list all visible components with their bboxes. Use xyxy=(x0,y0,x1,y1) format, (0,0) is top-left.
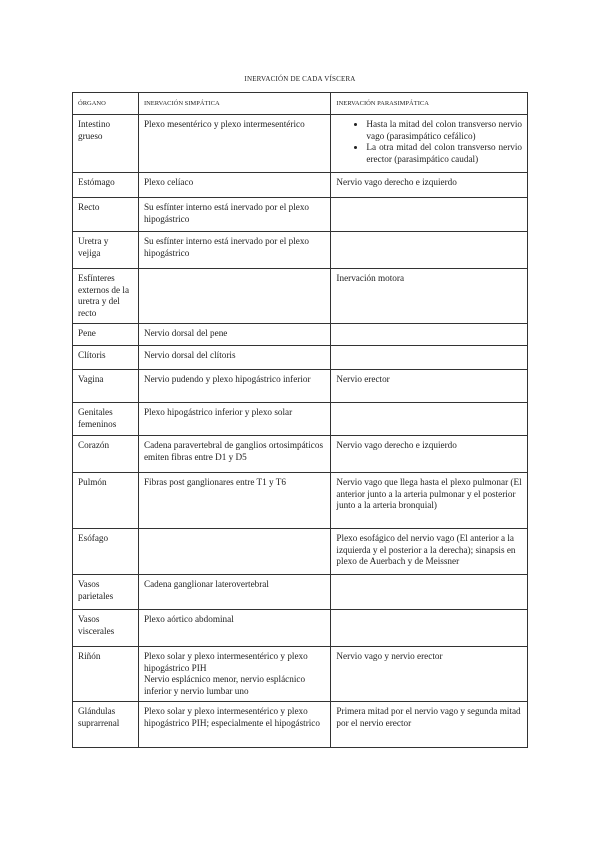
sympathetic-cell: Cadena paravertebral de ganglios ortosimpáticos emiten fibras entre D1 y D5 xyxy=(138,436,330,473)
organ-cell: Clítoris xyxy=(73,346,139,370)
sympathetic-cell: Su esfínter interno está inervado por el plexo hipogástrico xyxy=(138,198,330,232)
organ-cell: Glándulas suprarrenal xyxy=(73,702,139,748)
parasympathetic-cell: Primera mitad por el nervio vago y segunda mitad por el nervio erector xyxy=(331,702,528,748)
organ-cell: Recto xyxy=(73,198,139,232)
sympathetic-cell: Nervio dorsal del clítoris xyxy=(138,346,330,370)
page-title: INERVACIÓN DE CADA VÍSCERA xyxy=(244,75,356,83)
table-row xyxy=(73,370,528,403)
sympathetic-cell: Plexo aórtico abdominal xyxy=(138,610,330,647)
table-row xyxy=(73,115,528,173)
table-row xyxy=(73,346,528,370)
sympathetic-cell: Plexo hipogástrico inferior y plexo solar xyxy=(138,403,330,436)
parasympathetic-cell xyxy=(331,324,528,346)
parasympathetic-cell xyxy=(331,575,528,610)
table-row xyxy=(73,529,528,575)
parasympathetic-cell xyxy=(331,403,528,436)
organ-cell: Esfínteres externos de la uretra y del recto xyxy=(73,269,139,324)
organ-cell: Vagina xyxy=(73,370,139,403)
organ-cell: Intestino grueso xyxy=(73,115,139,173)
organ-cell: Riñón xyxy=(73,647,139,702)
parasympathetic-cell: Plexo esofágico del nervio vago (El anterior a la izquierda y el posterior a la derecha); sinapsis en plexo de Auerbach y de Meissner xyxy=(331,529,528,575)
parasympathetic-cell: Nervio vago derecho e izquierdo xyxy=(331,436,528,473)
header-organ: ÓRGANO xyxy=(73,93,139,115)
sympathetic-cell xyxy=(138,269,330,324)
parasympathetic-cell: Nervio vago derecho e izquierdo xyxy=(331,173,528,198)
sympathetic-cell: Plexo mesentérico y plexo intermesentérico xyxy=(138,115,330,173)
sympathetic-cell: Su esfínter interno está inervado por el plexo hipogástrico xyxy=(138,232,330,269)
sympathetic-cell: Fibras post ganglionares entre T1 y T6 xyxy=(138,473,330,529)
sympathetic-line: Plexo solar y plexo intermesentérico y plexo hipogástrico PIH xyxy=(143,651,308,673)
sympathetic-cell: Nervio dorsal del pene xyxy=(138,324,330,346)
organ-cell: Uretra y vejiga xyxy=(73,232,139,269)
sympathetic-cell: Cadena ganglionar laterovertebral xyxy=(138,575,330,610)
header-sympathetic: INERVACIÓN SIMPÁTICA xyxy=(138,93,330,115)
table-row xyxy=(73,436,528,473)
parasympathetic-cell xyxy=(331,610,528,647)
table-row xyxy=(73,473,528,529)
table-row xyxy=(73,647,528,702)
parasympathetic-cell xyxy=(331,232,528,269)
parasympathetic-cell xyxy=(331,115,528,173)
sympathetic-cell: Plexo solar y plexo intermesentérico y plexo hipogástrico PIH; especialmente el hipogástrico xyxy=(138,702,330,748)
table-row xyxy=(73,198,528,232)
parasympathetic-cell: Nervio vago y nervio erector xyxy=(331,647,528,702)
organ-cell: Genitales femeninos xyxy=(73,403,139,436)
table-row xyxy=(73,403,528,436)
parasympathetic-cell: Nervio vago que llega hasta el plexo pulmonar (El anterior junto a la arteria pulmonar y el posterior junto a la arteria bronquial) xyxy=(331,473,528,529)
organ-cell: Corazón xyxy=(73,436,139,473)
table-row xyxy=(73,173,528,198)
sympathetic-cell xyxy=(138,647,330,702)
list-item: • Hasta la mitad del colon transverso nervio vago (parasimpático cefálico) xyxy=(366,119,522,142)
parasympathetic-cell: Inervación motora xyxy=(331,269,528,324)
sympathetic-cell xyxy=(138,529,330,575)
parasympathetic-cell xyxy=(331,198,528,232)
table-row xyxy=(73,324,528,346)
parasympathetic-cell xyxy=(331,346,528,370)
table-header-row xyxy=(73,93,528,115)
table-row xyxy=(73,232,528,269)
organ-cell: Vasos viscerales xyxy=(73,610,139,647)
organ-cell: Pulmón xyxy=(73,473,139,529)
sympathetic-cell: Plexo celíaco xyxy=(138,173,330,198)
list-item: • La otra mitad del colon transverso nervio erector (parasimpático caudal) xyxy=(366,142,522,165)
organ-cell: Estómago xyxy=(73,173,139,198)
header-parasympathetic: INERVACIÓN PARASIMPÁTICA xyxy=(331,93,528,115)
sympathetic-line: Nervio esplácnico menor, nervio esplácnico inferior y nervio lumbar uno xyxy=(143,674,306,696)
table-row xyxy=(73,575,528,610)
sympathetic-cell: Nervio pudendo y plexo hipogástrico inferior xyxy=(138,370,330,403)
table-row xyxy=(73,702,528,748)
organ-cell: Esófago xyxy=(73,529,139,575)
table-row xyxy=(73,269,528,324)
colon-bullet-list xyxy=(336,119,522,165)
organ-cell: Pene xyxy=(73,324,139,346)
table-row xyxy=(73,610,528,647)
organ-cell: Vasos parietales xyxy=(73,575,139,610)
innervation-table xyxy=(72,92,528,748)
parasympathetic-cell: Nervio erector xyxy=(331,370,528,403)
